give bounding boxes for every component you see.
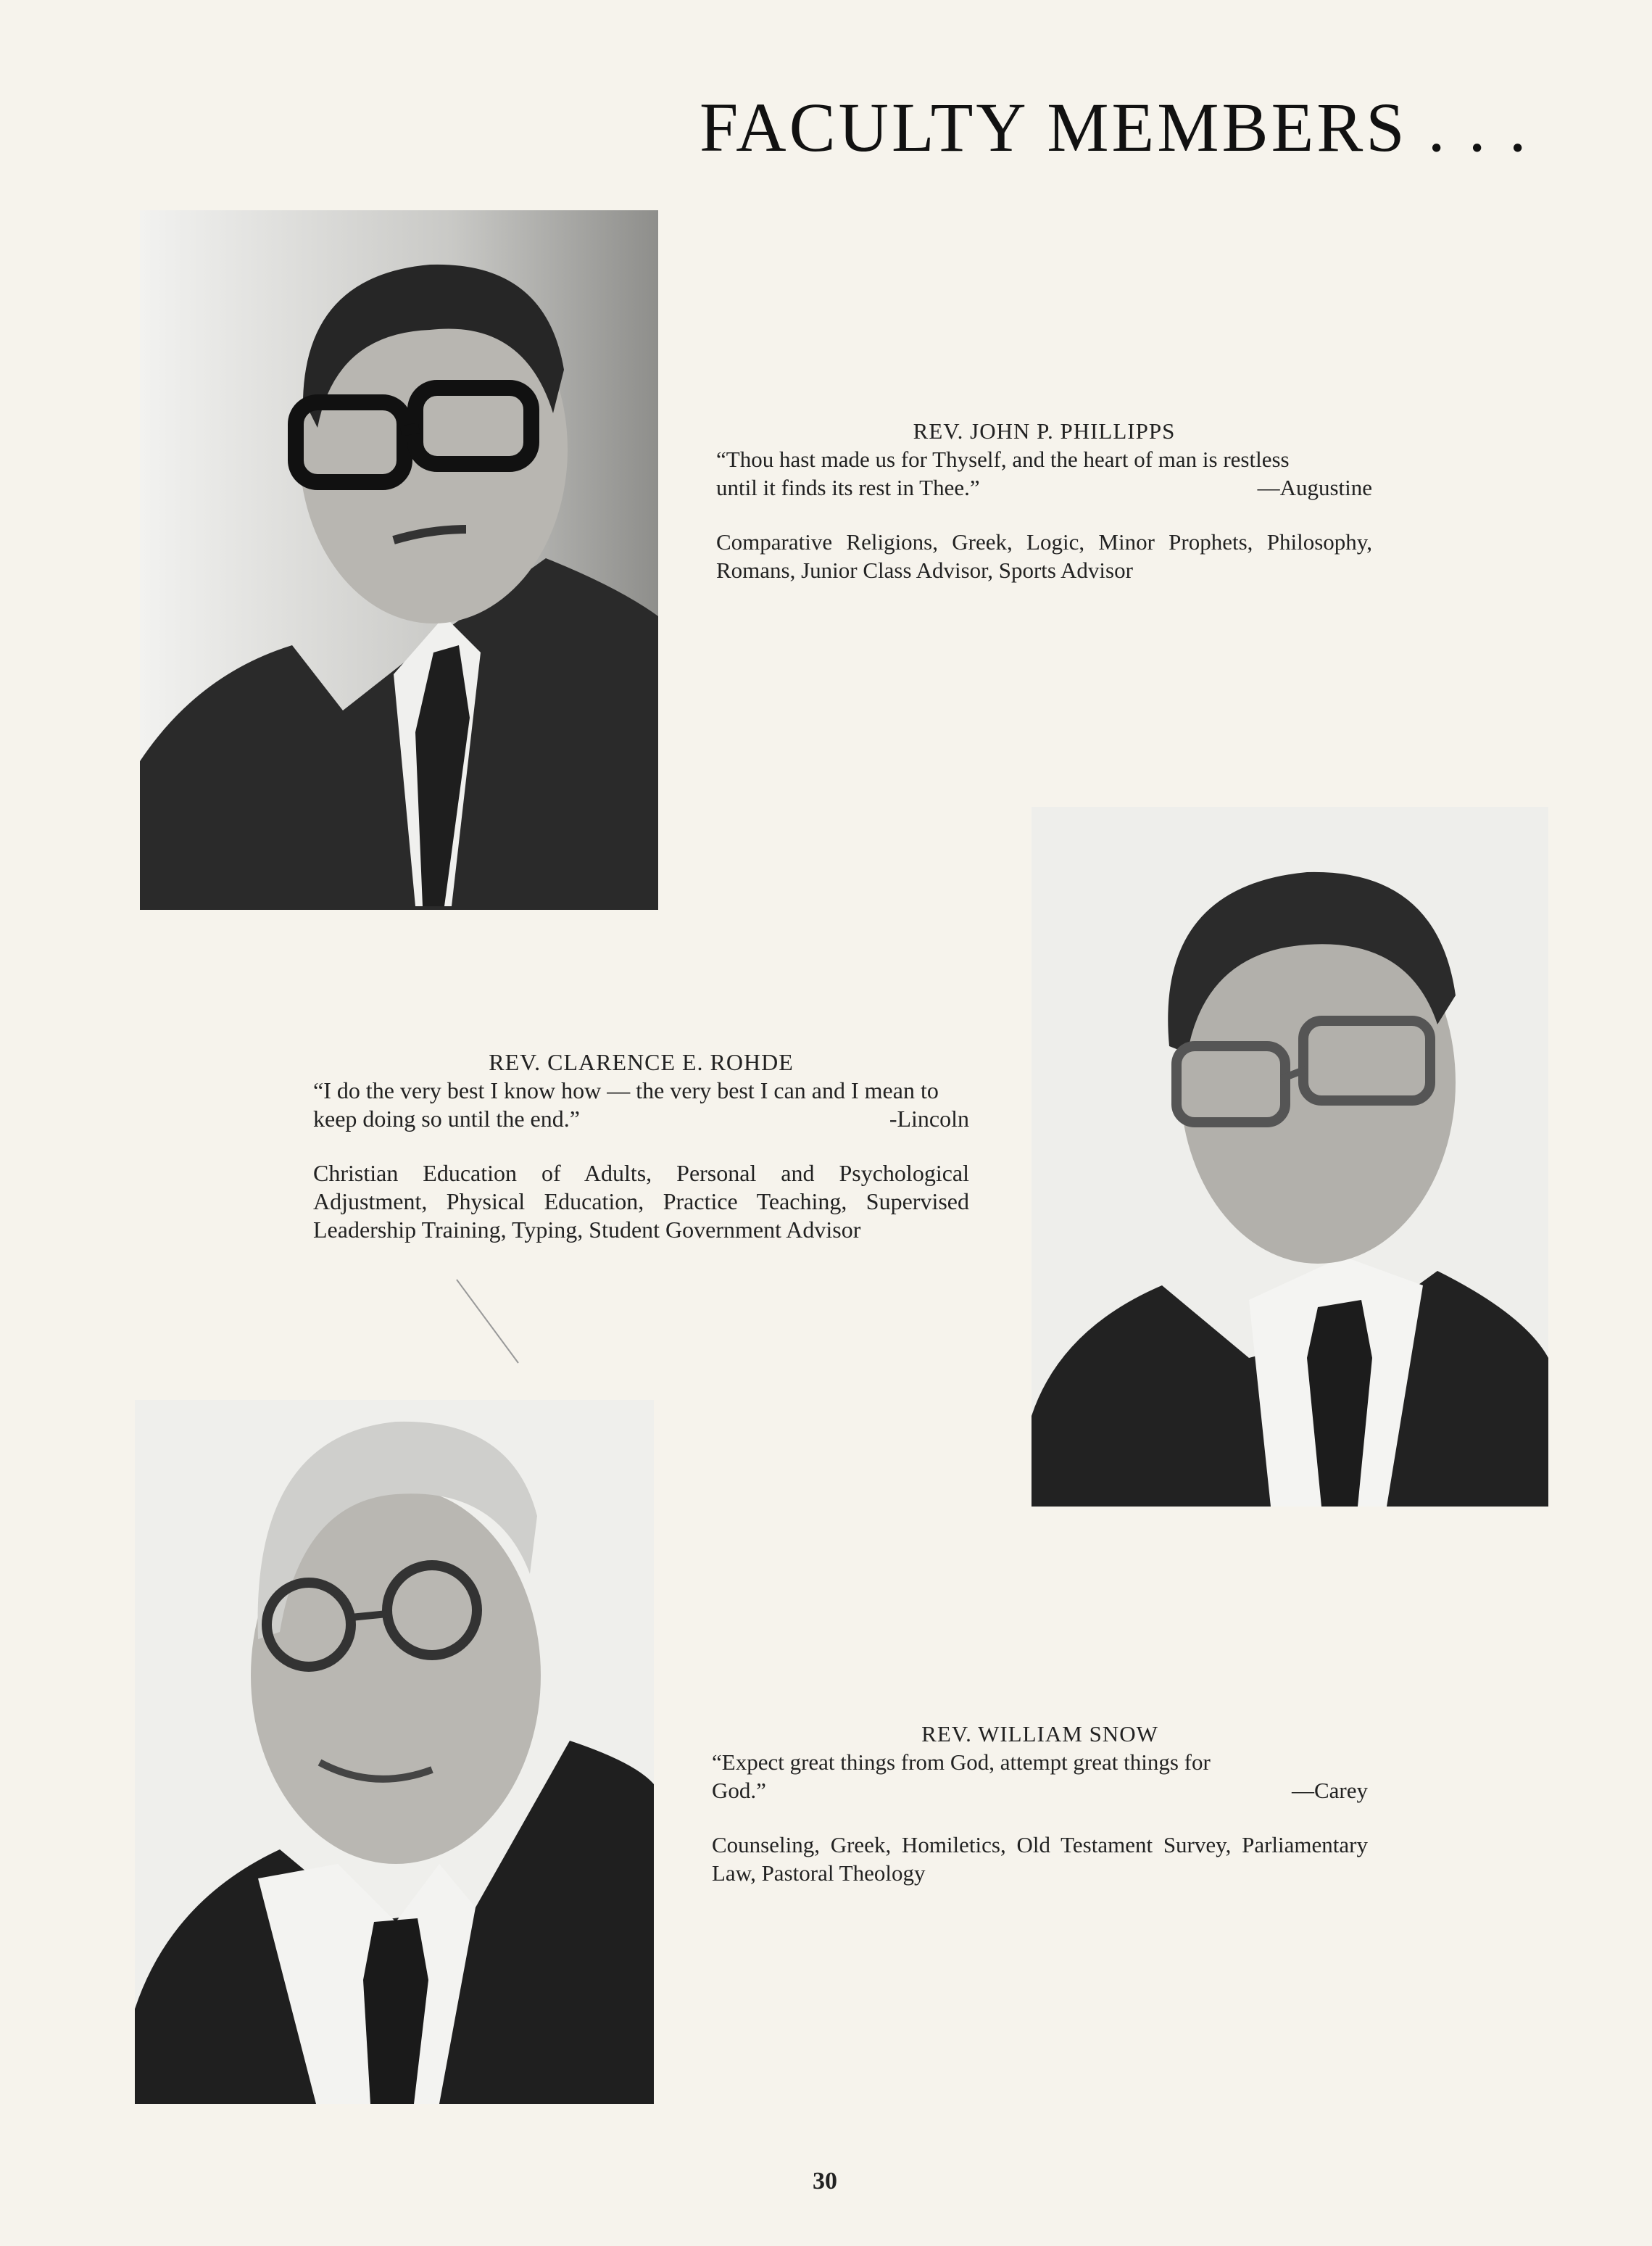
faculty-name: REV. CLARENCE E. ROHDE [489,1049,794,1075]
faculty-quote-line: “Expect great things from God, attempt great things for [712,1749,1211,1775]
faculty-quote-line: until it finds its rest in Thee.” [716,475,980,500]
faculty-quote-line: “I do the very best I know how — the very best I can and I mean to [313,1077,939,1103]
faculty-quote-line: God.” [712,1778,766,1803]
portrait-rohde [1032,807,1548,1507]
faculty-quote-line: “Thou hast made us for Thyself, and the heart of man is restless [716,447,1290,472]
quote-attribution: —Augustine [1257,475,1372,500]
portrait-snow [135,1400,654,2104]
portrait-phillipps [140,210,658,910]
quote-attribution: -Lincoln [889,1106,969,1132]
bio-snow [712,1720,1368,1887]
bio-phillipps [716,417,1372,584]
faculty-subjects: Christian Education of Adults, Personal and Psychological Adjustment, Physical Education, Practice Teaching, Supervised Leadership Training, Typing, Student Government Advisor [313,1160,969,1243]
quote-attribution: —Carey [1291,1778,1368,1803]
faculty-subjects: Counseling, Greek, Homiletics, Old Testament Survey, Parliamentary Law, Pastoral Theology [712,1832,1368,1886]
faculty-quote-line: keep doing so until the end.” [313,1106,580,1132]
faculty-subjects: Comparative Religions, Greek, Logic, Minor Prophets, Philosophy, Romans, Junior Class Advisor, Sports Advisor [716,529,1372,583]
page-number: 30 [813,2168,837,2195]
page-title: FACULTY MEMBERS . . . [700,88,1529,166]
faculty-name: REV. JOHN P. PHILLIPPS [913,418,1176,444]
faculty-name: REV. WILLIAM SNOW [921,1721,1158,1746]
bio-rohde [313,1048,969,1244]
